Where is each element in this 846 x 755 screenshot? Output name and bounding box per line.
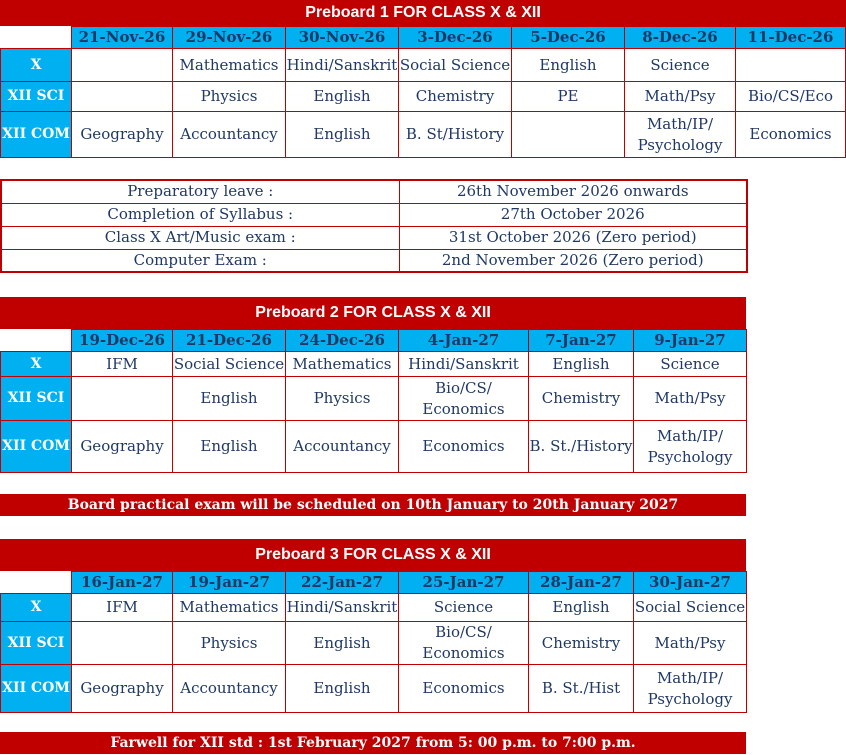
- exam-cell: B. St/History: [399, 112, 512, 158]
- row-label: X: [1, 594, 72, 622]
- row-label: X: [1, 49, 72, 82]
- exam-cell: Mathematics: [173, 594, 286, 622]
- exam-cell: Physics: [286, 377, 399, 421]
- exam-cell: Mathematics: [286, 352, 399, 377]
- exam-cell: Geography: [72, 112, 173, 158]
- exam-cell: English: [529, 352, 634, 377]
- preboard2-section: [0, 297, 746, 473]
- exam-cell: Social Science: [634, 594, 747, 622]
- date-header: 22-Jan-27: [286, 572, 399, 594]
- info-value: 2nd November 2026 (Zero period): [399, 249, 747, 272]
- exam-cell: [72, 49, 173, 82]
- exam-cell: Accountancy: [173, 112, 286, 158]
- info-value: 27th October 2026: [399, 203, 747, 226]
- preboard3-title: Preboard 3 FOR CLASS X & XII: [0, 539, 746, 571]
- info-label: Computer Exam :: [1, 249, 399, 272]
- exam-cell: Bio/CS/ Economics: [399, 622, 529, 665]
- info-section: [0, 179, 748, 273]
- date-header: 7-Jan-27: [529, 330, 634, 352]
- preboard1-table: [0, 26, 846, 158]
- row-label: XII COM: [1, 421, 72, 473]
- date-header: 28-Jan-27: [529, 572, 634, 594]
- row-label: X: [1, 352, 72, 377]
- exam-cell: Math/IP/ Psychology: [634, 421, 747, 473]
- exam-cell: IFM: [72, 352, 173, 377]
- exam-cell: Science: [625, 49, 736, 82]
- exam-cell: Bio/CS/Eco: [736, 82, 846, 112]
- exam-cell: [72, 622, 173, 665]
- exam-cell: [512, 112, 625, 158]
- date-header: 24-Dec-26: [286, 330, 399, 352]
- preboard3-table: [0, 571, 747, 713]
- exam-cell: Chemistry: [399, 82, 512, 112]
- exam-cell: Math/IP/ Psychology: [625, 112, 736, 158]
- exam-cell: Chemistry: [529, 377, 634, 421]
- farewell-banner: Farwell for XII std : 1st February 2027 from 5: 00 p.m. to 7:00 p.m.: [0, 732, 746, 754]
- date-header: 30-Nov-26: [286, 27, 399, 49]
- exam-cell: Science: [634, 352, 747, 377]
- exam-cell: Bio/CS/ Economics: [399, 377, 529, 421]
- exam-cell: Hindi/Sanskrit: [399, 352, 529, 377]
- row-label: XII SCI: [1, 82, 72, 112]
- info-label: Completion of Syllabus :: [1, 203, 399, 226]
- exam-cell: Mathematics: [173, 49, 286, 82]
- info-label: Class X Art/Music exam :: [1, 226, 399, 249]
- exam-cell: Geography: [72, 421, 173, 473]
- exam-cell: Geography: [72, 665, 173, 713]
- date-header: 11-Dec-26: [736, 27, 846, 49]
- row-label: XII SCI: [1, 377, 72, 421]
- exam-cell: Science: [399, 594, 529, 622]
- corner-cell: [1, 27, 72, 49]
- exam-cell: Economics: [399, 665, 529, 713]
- exam-cell: Chemistry: [529, 622, 634, 665]
- date-header: 8-Dec-26: [625, 27, 736, 49]
- exam-cell: Math/IP/ Psychology: [634, 665, 747, 713]
- preboard2-title: Preboard 2 FOR CLASS X & XII: [0, 297, 746, 329]
- exam-cell: Economics: [399, 421, 529, 473]
- date-header: 19-Jan-27: [173, 572, 286, 594]
- preboard1-title: Preboard 1 FOR CLASS X & XII: [0, 0, 846, 26]
- exam-cell: Math/Psy: [625, 82, 736, 112]
- exam-cell: Hindi/Sanskrit: [286, 49, 399, 82]
- exam-cell: English: [286, 665, 399, 713]
- date-header: 30-Jan-27: [634, 572, 747, 594]
- exam-cell: [736, 49, 846, 82]
- exam-cell: English: [512, 49, 625, 82]
- date-header: 19-Dec-26: [72, 330, 173, 352]
- date-header: 25-Jan-27: [399, 572, 529, 594]
- exam-cell: Social Science: [399, 49, 512, 82]
- info-label: Preparatory leave :: [1, 180, 399, 203]
- exam-cell: Math/Psy: [634, 377, 747, 421]
- exam-cell: PE: [512, 82, 625, 112]
- exam-cell: B. St./Hist: [529, 665, 634, 713]
- exam-cell: B. St./History: [529, 421, 634, 473]
- date-header: 4-Jan-27: [399, 330, 529, 352]
- exam-cell: English: [173, 421, 286, 473]
- date-header: 29-Nov-26: [173, 27, 286, 49]
- exam-cell: Hindi/Sanskrit: [286, 594, 399, 622]
- corner-cell: [1, 330, 72, 352]
- exam-cell: Math/Psy: [634, 622, 747, 665]
- preboard2-table: [0, 329, 747, 473]
- date-header: 16-Jan-27: [72, 572, 173, 594]
- date-header: 5-Dec-26: [512, 27, 625, 49]
- exam-cell: English: [286, 622, 399, 665]
- info-table: [0, 179, 748, 273]
- date-header: 9-Jan-27: [634, 330, 747, 352]
- exam-cell: English: [286, 112, 399, 158]
- date-header: 21-Dec-26: [173, 330, 286, 352]
- row-label: XII SCI: [1, 622, 72, 665]
- preboard1-section: [0, 0, 846, 158]
- practical-exam-banner: Board practical exam will be scheduled on 10th January to 20th January 2027: [0, 494, 746, 516]
- row-label: XII COM: [1, 112, 72, 158]
- exam-cell: Physics: [173, 82, 286, 112]
- exam-cell: English: [173, 377, 286, 421]
- exam-cell: Social Science: [173, 352, 286, 377]
- exam-cell: English: [286, 82, 399, 112]
- exam-cell: English: [529, 594, 634, 622]
- date-header: 3-Dec-26: [399, 27, 512, 49]
- exam-cell: Accountancy: [173, 665, 286, 713]
- exam-cell: Physics: [173, 622, 286, 665]
- info-value: 31st October 2026 (Zero period): [399, 226, 747, 249]
- exam-cell: [72, 377, 173, 421]
- exam-cell: Economics: [736, 112, 846, 158]
- date-header: 21-Nov-26: [72, 27, 173, 49]
- preboard3-section: [0, 539, 746, 713]
- row-label: XII COM: [1, 665, 72, 713]
- exam-cell: Accountancy: [286, 421, 399, 473]
- exam-cell: IFM: [72, 594, 173, 622]
- exam-cell: [72, 82, 173, 112]
- corner-cell: [1, 572, 72, 594]
- info-value: 26th November 2026 onwards: [399, 180, 747, 203]
